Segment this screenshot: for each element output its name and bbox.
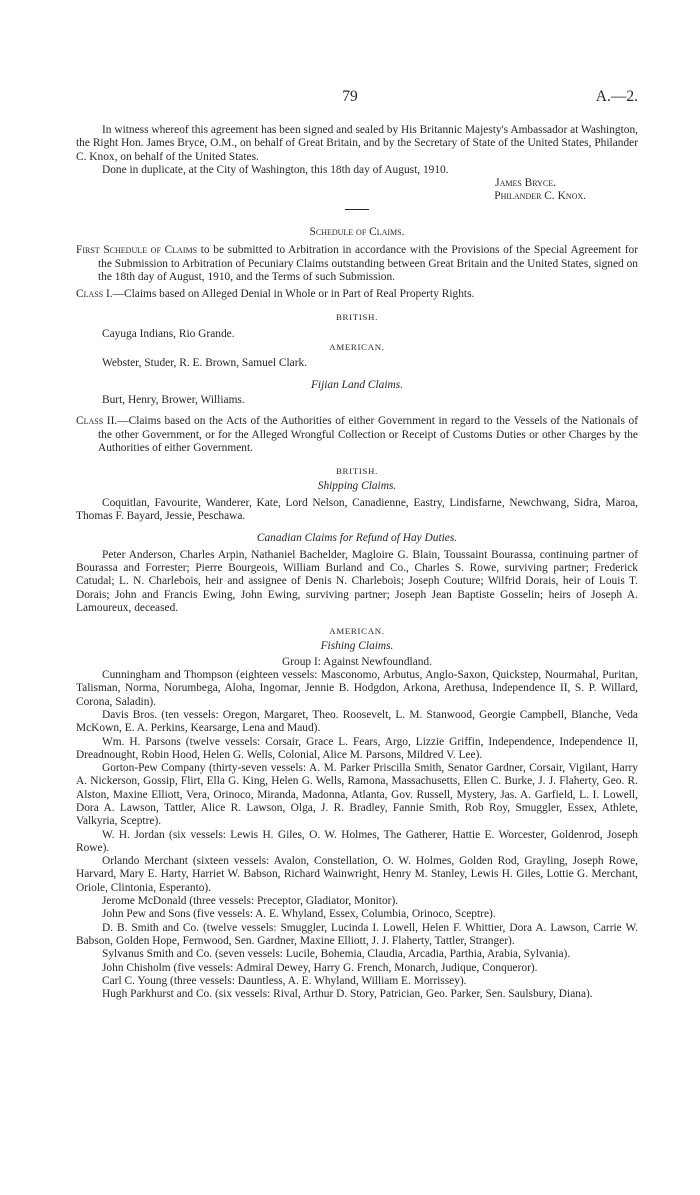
class2-label: Class II.: [76, 415, 118, 428]
first-schedule-label: First Schedule of Claims: [76, 244, 198, 257]
fishing-item: John Chisholm (five vessels: Admiral Dewey, Harry G. French, Monarch, Judique, Conqueror).: [102, 961, 538, 974]
fishing-item: Hugh Parkhurst and Co. (six vessels: Rival, Arthur D. Story, Patrician, Geo. Parker, Sen. Saulsbury, Diana).: [102, 988, 593, 1001]
shipping-heading: Shipping Claims.: [317, 480, 397, 493]
document-reference: A.—2.: [595, 88, 638, 105]
class1-british-heading: BRITISH.: [335, 312, 378, 323]
fishing-item: Carl C. Young (three vessels: Dauntless, A. E. Whyland, William E. Morrissey).: [102, 974, 467, 987]
hay-list: Peter Anderson, Charles Arpin, Nathaniel Bachelder, Magloire G. Blain, Toussaint Bourassa, continuing partner of Bourassa and Forrester; Pierre Bourgeois, William Burland and Co., Charles S. Rowe, surviving partner; Frederick Catudal; L. N. Charlebois, heir and assignee of Denis N. Charlebois; Joseph Couture; Wilfrid Dorais, heir of Louis T. Dorais; John and Francis Ewing, John Ewing, surviving partner; Joseph Jean Baptiste Gosselin; heirs of Joseph A. Lamoureux, deceased.: [76, 548, 638, 614]
hay-heading: Canadian Claims for Refund of Hay Duties.: [256, 532, 458, 545]
class2-british-heading: BRITISH.: [335, 466, 378, 477]
fishing-heading: Fishing Claims.: [320, 640, 394, 653]
class2-american-heading: AMERICAN.: [329, 626, 385, 637]
class2-paragraph: [76, 415, 638, 455]
fishing-item: Davis Bros. (ten vessels: Oregon, Margaret, Theo. Roosevelt, L. M. Stanwood, Georgie Campbell, Blanche, Veda McKown, E. A. Perkins, Kearsarge, Lena and Maud).: [76, 708, 638, 735]
schedule-title: Schedule of Claims.: [309, 226, 405, 238]
schedule-block: [76, 226, 638, 1001]
group-heading: Group I: Against Newfoundland.: [282, 655, 432, 668]
fishing-item: Cunningham and Thompson (eighteen vessels: Masconomo, Arbutus, Anglo-Saxon, Quickstep, Nourmahal, Puritan, Talisman, Norma, Norumbega, Aloha, Ingomar, Jennie B. Hodgdon, Arkona, Arethusa, Independence II, S. P. Willard, Corona, Saladin).: [76, 669, 638, 708]
page-number: 79: [342, 88, 358, 105]
fishing-item: Gorton-Pew Company (thirty-seven vessels: A. M. Parker Priscilla Smith, Senator Gardner, Corsair, Vigilant, Harry A. Nickerson, Gossip, Flirt, Ella G. King, Helen G. Wells, Ramona, Massachusetts, Ellen C. Burke, J. J. Flaherty, Geo. R. Alston, Maxine Elliott, Vera, Orinoco, Miranda, Madonna, Atlanta, Gov. Russell, Mystery, Jas. A. Garfield, L. I. Lowell, Dora A. Lawson, Tattler, Alice R. Lawson, Olga, J. R. Bradley, Fannie Smith, Rob Roy, Smuggler, Essex, Athlete, Valkyria, Sceptre).: [76, 762, 638, 828]
fishing-item: Orlando Merchant (sixteen vessels: Avalon, Constellation, O. W. Holmes, Golden Rod, Grayling, Joseph Rowe, Harvard, Mary E. Harty, Harriet W. Babson, Richard Wainwright, Henry M. Stanley, Lewis H. Giles, Lottie G. Merchant, Oriole, Clintonia, Esperanto).: [76, 855, 638, 894]
shipping-list: Coquitlan, Favourite, Wanderer, Kate, Lord Nelson, Canadienne, Eastry, Lindisfarne, Newchwang, Sidra, Maroa, Thomas F. Bayard, Jessie, Peschawa.: [76, 496, 638, 523]
class1-paragraph: [76, 288, 638, 301]
fishing-item: John Pew and Sons (five vessels: A. E. Whyland, Essex, Columbia, Orinoco, Sceptre).: [102, 908, 496, 921]
fishing-item: Jerome McDonald (three vessels: Preceptor, Gladiator, Monitor).: [102, 895, 399, 908]
divider-rule: [345, 209, 369, 210]
witness-paragraph: In witness whereof this agreement has been signed and sealed by His Britannic Majesty's Ambassador at Washington, the Right Hon. James Bryce, O.M., on behalf of Great Britain, and by the Secretary of State of the United States, Philander C. Knox, on behalf of the United States.: [76, 124, 638, 163]
fishing-item: W. H. Jordan (six vessels: Lewis H. Giles, O. W. Holmes, The Gatherer, Hattie E. Worcester, Goldenrod, Joseph Rowe).: [76, 828, 638, 854]
signature-knox: Philander C. Knox.: [494, 190, 586, 203]
first-schedule-paragraph: [76, 244, 638, 284]
agreement-block: [76, 124, 638, 204]
class1-british-list: Cayuga Indians, Rio Grande.: [102, 327, 235, 340]
class1-label: Class I.: [76, 288, 113, 301]
fishing-item: Wm. H. Parsons (twelve vessels: Corsair, Grace L. Fears, Argo, Lizzie Griffin, Independence, Independence II, Dreadnought, Robin Hood, Helen G. Wells, Colonial, Alice M. Parsons, Mildred V. Lee).: [76, 735, 638, 761]
fishing-item: Sylvanus Smith and Co. (seven vessels: Lucile, Bohemia, Claudia, Arcadia, Parthia, Arabia, Sylvania).: [102, 948, 571, 961]
class1-american-heading: AMERICAN.: [329, 342, 385, 353]
divider-block: [76, 209, 638, 210]
class1-text: —Claims based on Alleged Denial in Whole or in Part of Real Property Rights.: [112, 288, 475, 301]
first-schedule-text: to be submitted to Arbitration in accordance with the Provisions of the Special Agreement for the Submission to Arbitration of Pecuniary Claims outstanding between Great Britain and the United States, signed on the 18th day of August, 1910, and the Terms of such Submission.: [98, 244, 638, 283]
fishing-item: D. B. Smith and Co. (twelve vessels: Smuggler, Lucinda I. Lowell, Helen F. Whittier, Dora A. Lawson, Carrie W. Babson, Golden Hope, Fernwood, Sen. Gardner, Maxine Elliott, J. J. Flaherty, Tattler, Stranger).: [76, 921, 638, 947]
signature-bryce: James Bryce.: [495, 177, 556, 190]
fijian-list: Burt, Henry, Brower, Williams.: [102, 393, 245, 406]
fijian-heading: Fijian Land Claims.: [310, 378, 404, 391]
done-line: Done in duplicate, at the City of Washington, this 18th day of August, 1910.: [102, 163, 449, 176]
class2-text: —Claims based on the Acts of the Authorities of either Government in regard to the Vessels of the Nationals of the other Government, or for the Alleged Wrongful Collection or Receipt of Customs Duties or other Charges by the Authorities of either Government.: [98, 415, 638, 454]
class1-american-list: Webster, Studer, R. E. Brown, Samuel Clark.: [102, 357, 308, 370]
